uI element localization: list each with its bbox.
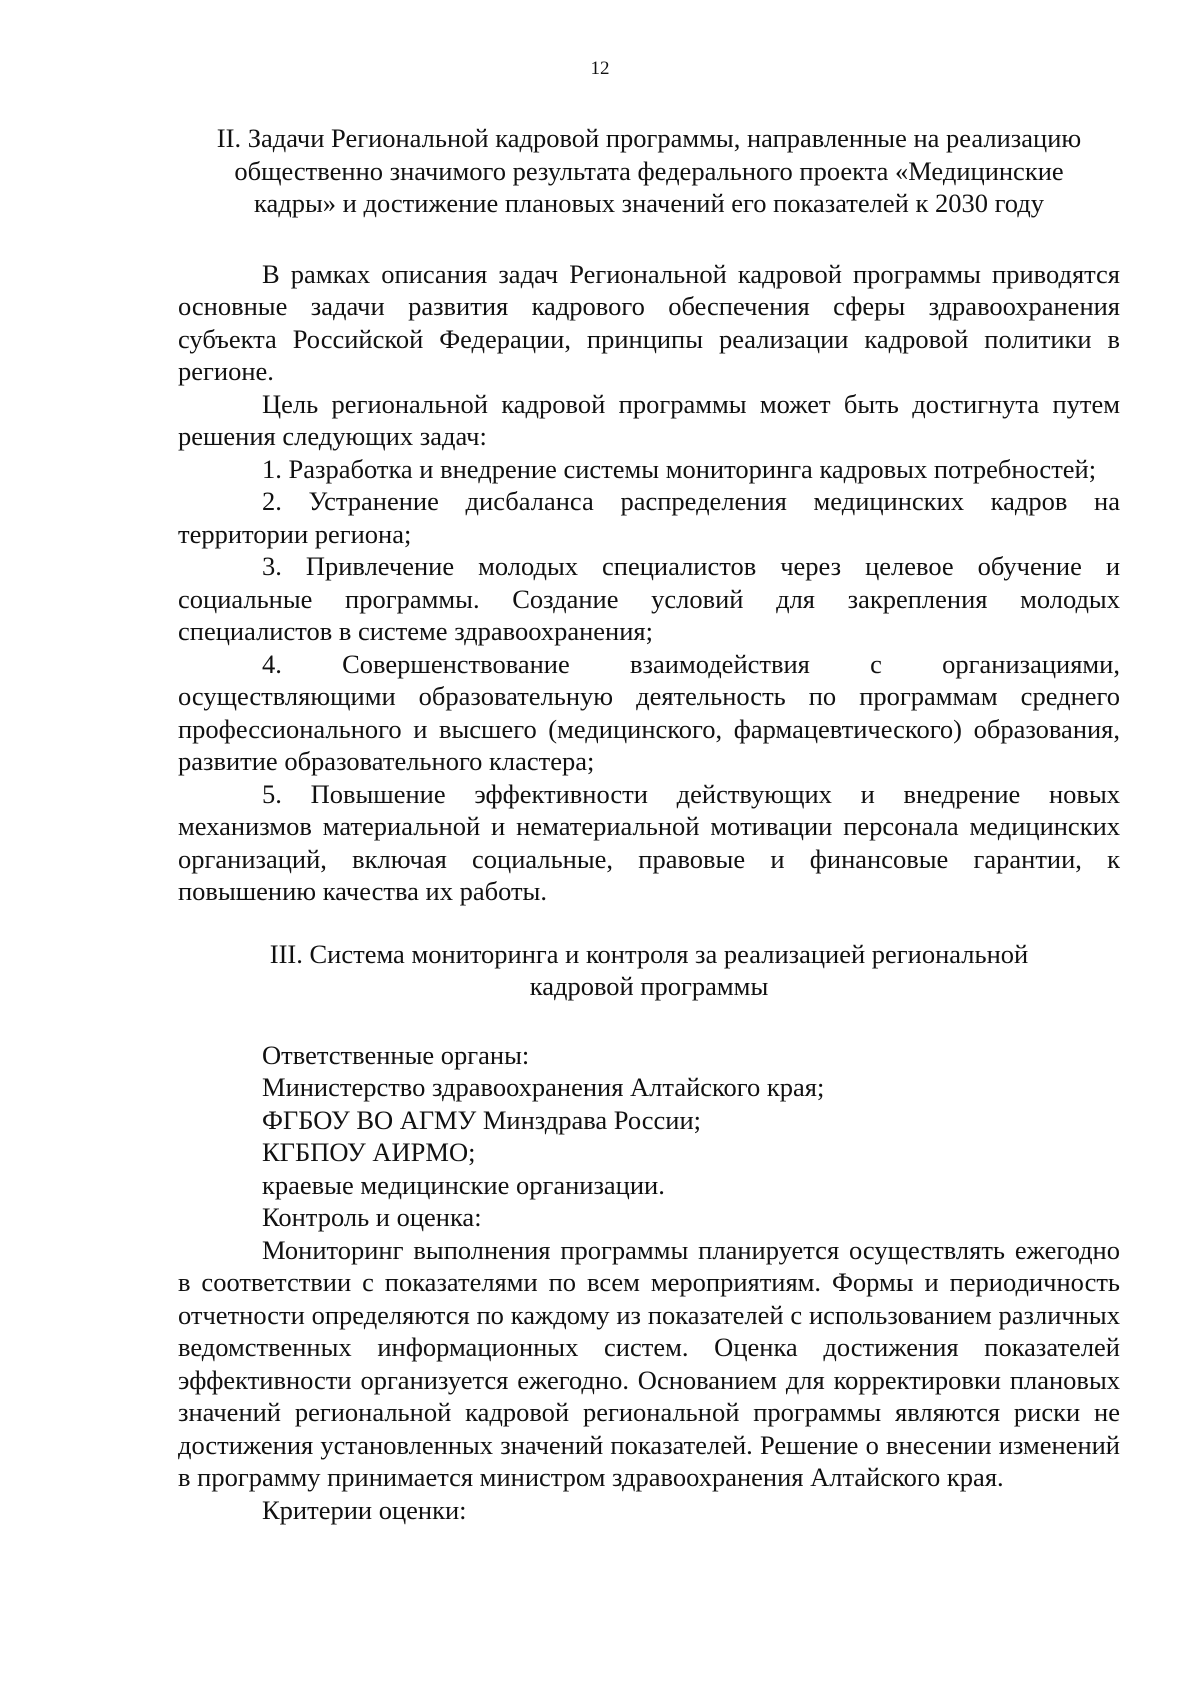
heading-line: кадровой программы bbox=[529, 971, 769, 1001]
task-item-3: 3. Привлечение молодых специалистов через целевое обучение и социальные программы. Создание условий для закрепления молодых специалистов в системе здравоохранения; bbox=[178, 551, 1120, 646]
spacer bbox=[178, 220, 1120, 258]
responsible-body-airmo: КГБПОУ АИРМО; bbox=[262, 1137, 476, 1167]
goal-paragraph: Цель региональной кадровой программы может быть достигнута путем решения следующих задач: bbox=[178, 388, 1120, 451]
heading-line: общественно значимого результата федерального проекта «Медицинские bbox=[234, 155, 1064, 186]
heading-line: II. Задачи Региональной кадровой программы, направленные на реализацию bbox=[216, 123, 1082, 153]
spacer bbox=[178, 908, 1120, 938]
section-2-heading bbox=[178, 122, 1120, 220]
criteria-label: Критерии оценки: bbox=[262, 1494, 467, 1525]
responsible-body-ministry: Министерство здравоохранения Алтайского края; bbox=[262, 1072, 825, 1102]
responsible-body-medical-orgs: краевые медицинские организации. bbox=[262, 1169, 665, 1200]
page-number: 12 bbox=[590, 58, 610, 79]
heading-line: кадры» и достижение плановых значений его показателей к 2030 году bbox=[254, 188, 1044, 218]
monitoring-paragraph: Мониторинг выполнения программы планируется осуществлять ежегодно в соответствии с показателями по всем мероприятиям. Формы и периодичность отчетности определяются по каждому из показателей с использованием различных ведомственных информационных систем. Оценка достижения показателей эффективности организуется ежегодно. Основанием для корректировки плановых значений региональной кадровой региональной программы являются риски не достижения установленных значений показателей. Решение о внесении изменений в программу принимается министром здравоохранения Алтайского края. bbox=[178, 1234, 1120, 1492]
responsible-body-agmu: ФГБОУ ВО АГМУ Минздрава России; bbox=[262, 1104, 702, 1135]
section-3-heading bbox=[178, 938, 1120, 1003]
page-content bbox=[178, 122, 1120, 1526]
task-item-4: 4. Совершенствование взаимодействия с организациями, осуществляющими образовательную деятельность по программам среднего профессионального и высшего (медицинского, фармацевтического) образования, развитие образовательного кластера; bbox=[178, 648, 1120, 776]
task-item-1: 1. Разработка и внедрение системы мониторинга кадровых потребностей; bbox=[262, 453, 1097, 484]
responsible-bodies-label: Ответственные органы: bbox=[262, 1039, 530, 1070]
spacer bbox=[178, 1003, 1120, 1039]
task-item-2: 2. Устранение дисбаланса распределения медицинских кадров на территории региона; bbox=[178, 486, 1120, 549]
control-label: Контроль и оценка: bbox=[262, 1202, 482, 1232]
heading-line: III. Система мониторинга и контроля за реализацией региональной bbox=[269, 938, 1029, 969]
task-item-5: 5. Повышение эффективности действующих и внедрение новых механизмов материальной и нематериальной мотивации персонала медицинских организаций, включая социальные, правовые и финансовые гарантии, к повышению качества их работы. bbox=[178, 778, 1120, 906]
intro-paragraph: В рамках описания задач Региональной кадровой программы приводятся основные задачи развития кадрового обеспечения сферы здравоохранения субъекта Российской Федерации, принципы реализации кадровой политики в регионе. bbox=[178, 258, 1120, 386]
